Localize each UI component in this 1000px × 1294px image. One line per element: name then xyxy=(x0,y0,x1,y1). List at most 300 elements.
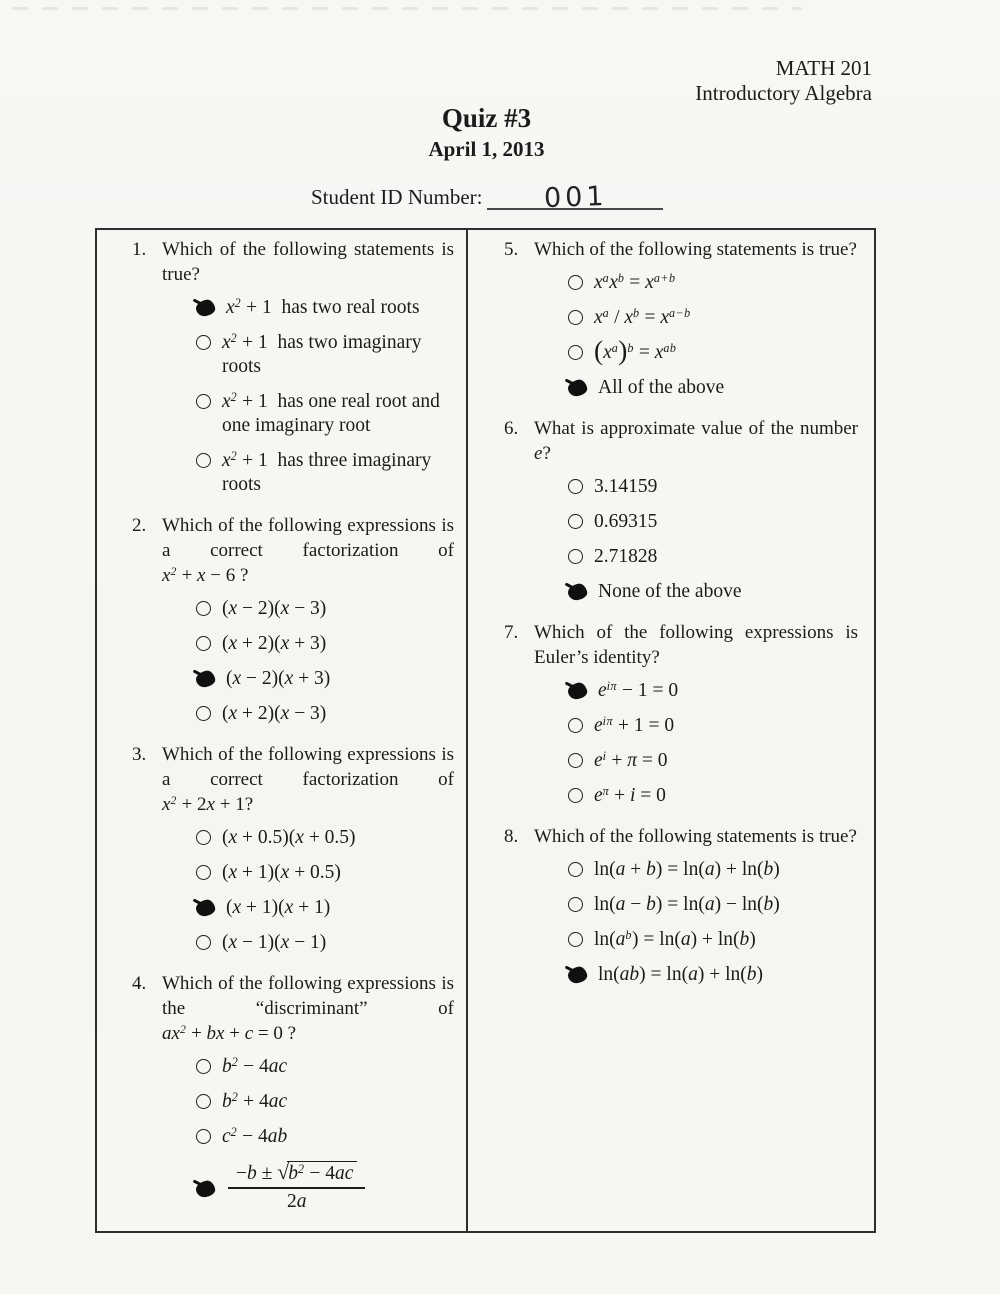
math-text: − 4 xyxy=(237,1126,268,1147)
math-variable: x xyxy=(197,565,206,586)
math-variable: e xyxy=(594,785,603,806)
answer-option-text xyxy=(594,928,858,952)
answer-option-text xyxy=(226,667,454,691)
math-variable: x xyxy=(609,272,618,293)
question-stem xyxy=(534,824,858,849)
math-variable: bx xyxy=(206,1023,225,1044)
answer-option xyxy=(196,1090,454,1114)
answer-option xyxy=(196,931,454,955)
math-variable: a xyxy=(296,1191,307,1212)
answer-option-text xyxy=(226,896,454,920)
math-text: − xyxy=(236,1163,247,1184)
answer-option xyxy=(568,376,858,400)
superscript: 2 xyxy=(231,1055,239,1070)
question-number: 5. xyxy=(504,239,519,260)
math-variable: π xyxy=(627,750,638,771)
math-text: = xyxy=(624,272,646,293)
filled-answer-bubble-icon xyxy=(567,582,588,601)
answer-option-text xyxy=(222,861,454,885)
math-text: + 0.5) xyxy=(289,862,341,883)
math-variable: x xyxy=(162,565,171,586)
answer-option xyxy=(568,271,858,295)
answer-option-text xyxy=(594,271,858,295)
course-header xyxy=(695,56,872,106)
math-text: + 0.5)( xyxy=(237,827,296,848)
student-id-blank-line xyxy=(487,180,663,215)
answer-option xyxy=(196,331,454,379)
question-stem xyxy=(162,513,454,588)
question-number: 8. xyxy=(504,826,519,847)
question-stem xyxy=(162,971,454,1046)
math-text: + 1)( xyxy=(237,862,281,883)
big-parenthesis: ) xyxy=(618,335,628,366)
math-variable: a xyxy=(615,929,626,950)
answer-option-text xyxy=(222,390,454,438)
math-text: − 1)( xyxy=(237,932,281,953)
answer-option xyxy=(196,390,454,438)
empty-answer-bubble-icon xyxy=(568,479,583,494)
course-name: Introductory Algebra xyxy=(695,81,872,105)
math-text: ( xyxy=(226,897,233,918)
superscript: 2 xyxy=(170,565,177,579)
math-text: + 2 xyxy=(176,794,207,815)
math-text: + xyxy=(176,565,198,586)
answer-option-text xyxy=(222,1125,454,1149)
quiz-column-1 xyxy=(97,230,468,1231)
superscript: b xyxy=(625,928,632,943)
math-text: ? xyxy=(542,443,551,464)
math-text: ) xyxy=(756,964,763,985)
math-variable: x xyxy=(594,307,603,328)
math-text: − 4 xyxy=(238,1056,269,1077)
math-text: ( xyxy=(222,932,229,953)
math-text: Which of the following expressions is a correct factorization of xyxy=(162,744,454,790)
superscript: ab xyxy=(663,341,677,356)
empty-answer-bubble-icon xyxy=(568,718,583,733)
math-text: ) xyxy=(773,894,780,915)
math-variable: b xyxy=(739,929,750,950)
math-text: ln( xyxy=(598,964,620,985)
math-variable: x xyxy=(228,932,238,953)
answer-option-text xyxy=(222,449,454,497)
math-text: + 2)( xyxy=(237,633,281,654)
answer-option xyxy=(568,580,858,604)
answer-option xyxy=(568,475,858,499)
superscript: a+b xyxy=(653,271,676,286)
student-id-label: Student ID Number: xyxy=(311,185,483,209)
answer-option xyxy=(568,749,858,773)
empty-answer-bubble-icon xyxy=(196,394,211,409)
question-number: 3. xyxy=(132,744,147,765)
question-equation xyxy=(162,792,454,817)
answer-option-text xyxy=(594,335,858,366)
answer-option-text xyxy=(594,858,858,882)
math-variable: b xyxy=(646,859,656,880)
math-text: − 3) xyxy=(289,703,327,724)
math-variable: x xyxy=(222,391,231,412)
superscript: iπ xyxy=(602,714,614,729)
math-text: ) xyxy=(749,929,756,950)
math-variable: x xyxy=(228,703,238,724)
answer-options xyxy=(568,679,858,808)
math-variable: x xyxy=(280,862,290,883)
answer-option-text xyxy=(594,510,858,534)
math-text: + xyxy=(625,859,647,880)
filled-answer-bubble-icon xyxy=(195,298,216,317)
question-stem xyxy=(534,416,858,466)
student-id-row xyxy=(311,180,663,215)
fraction-numerator xyxy=(228,1160,365,1189)
math-variable: x xyxy=(624,307,634,328)
answer-option-text xyxy=(598,963,858,987)
math-text: ) = ln( xyxy=(631,929,681,950)
math-variable: x xyxy=(284,668,294,689)
answer-option xyxy=(568,928,858,952)
answer-options xyxy=(196,597,454,726)
math-variable: i xyxy=(629,785,636,806)
empty-answer-bubble-icon xyxy=(196,865,211,880)
empty-answer-bubble-icon xyxy=(196,935,211,950)
answer-option-text xyxy=(226,1160,454,1214)
scan-artifact xyxy=(12,7,802,10)
math-variable: x xyxy=(226,297,235,318)
math-text: Which of the following statements is true? xyxy=(534,826,857,847)
superscript: 2 xyxy=(234,296,242,311)
math-text: 2.71828 xyxy=(594,546,658,567)
question-3 xyxy=(132,742,454,955)
question-1 xyxy=(132,237,454,497)
math-variable: ab xyxy=(267,1126,288,1147)
math-text: ) = ln( xyxy=(639,964,689,985)
answer-option xyxy=(568,784,858,808)
question-number: 1. xyxy=(132,239,147,260)
question-stem xyxy=(162,237,454,287)
student-id-handwritten-value: 001 xyxy=(543,180,608,215)
quiz-box xyxy=(95,228,876,1233)
math-text: / xyxy=(609,307,625,328)
radicand xyxy=(287,1161,357,1186)
answer-option xyxy=(568,335,858,366)
math-text: ln( xyxy=(594,894,616,915)
math-variable: x xyxy=(280,932,290,953)
math-variable: e xyxy=(534,443,543,464)
math-text: + xyxy=(606,750,628,771)
math-variable: ac xyxy=(334,1163,354,1184)
answer-option-text xyxy=(598,679,858,703)
question-header xyxy=(132,971,454,1046)
math-variable: x xyxy=(603,342,612,363)
question-number: 6. xyxy=(504,418,519,439)
math-variable: a xyxy=(704,859,715,880)
quiz-title: Quiz #3 xyxy=(441,103,532,133)
question-stem xyxy=(534,237,858,262)
math-text: ± xyxy=(256,1163,278,1184)
filled-answer-bubble-icon xyxy=(567,681,588,700)
superscript: 2 xyxy=(230,331,238,346)
question-5 xyxy=(504,237,858,400)
math-variable: x xyxy=(228,633,238,654)
course-code: MATH 201 xyxy=(775,56,872,80)
answer-option xyxy=(196,1125,454,1149)
question-stem xyxy=(162,742,454,817)
answer-option xyxy=(196,632,454,656)
answer-option-text xyxy=(594,784,858,808)
answer-option xyxy=(196,1160,454,1214)
math-variable: b xyxy=(763,894,774,915)
math-text: ) + ln( xyxy=(697,964,747,985)
answer-option-text xyxy=(594,714,858,738)
math-text: ln( xyxy=(594,859,616,880)
superscript: 2 xyxy=(230,390,238,405)
answer-option-text xyxy=(222,1055,454,1079)
math-text: = 0 xyxy=(637,750,668,771)
empty-answer-bubble-icon xyxy=(568,549,583,564)
math-text: − 4 xyxy=(304,1163,335,1184)
answer-option xyxy=(196,896,454,920)
quiz-date: April 1, 2013 xyxy=(428,137,545,161)
answer-option-text xyxy=(222,331,454,379)
math-text: ( xyxy=(222,862,229,883)
answer-option-text xyxy=(594,749,858,773)
math-text: ) − ln( xyxy=(714,894,764,915)
answer-option xyxy=(196,826,454,850)
question-7 xyxy=(504,620,858,808)
math-text: + 0.5) xyxy=(303,827,356,848)
empty-answer-bubble-icon xyxy=(196,706,211,721)
math-variable: a xyxy=(688,964,698,985)
answer-option xyxy=(568,893,858,917)
math-variable: b xyxy=(646,894,656,915)
math-text: All of the above xyxy=(598,377,725,398)
answer-options xyxy=(568,475,858,604)
question-header xyxy=(132,513,454,588)
question-header xyxy=(504,237,858,262)
math-variable: x xyxy=(222,450,231,471)
answer-option xyxy=(568,714,858,738)
math-text: + 1? xyxy=(214,794,254,815)
empty-answer-bubble-icon xyxy=(196,335,211,350)
math-text: Which of the following expressions is Euler’s identity? xyxy=(534,622,858,668)
math-variable: x xyxy=(280,703,290,724)
answer-option-text xyxy=(594,545,858,569)
superscript: π xyxy=(602,784,610,799)
superscript: a−b xyxy=(668,306,691,321)
math-text: ( xyxy=(222,703,229,724)
answer-option xyxy=(196,296,454,320)
answer-option-text xyxy=(222,826,454,850)
math-text: What is approximate value of the number xyxy=(534,418,858,439)
math-text: + 1)( xyxy=(241,897,285,918)
radical-icon: √ xyxy=(277,1160,290,1184)
math-variable: x xyxy=(228,598,238,619)
answer-option-text xyxy=(222,931,454,955)
answer-option-text xyxy=(594,475,858,499)
answer-option xyxy=(196,449,454,497)
math-text: = xyxy=(639,307,661,328)
question-header xyxy=(132,742,454,817)
math-variable: e xyxy=(594,715,603,736)
math-variable: x xyxy=(654,342,664,363)
math-variable: e xyxy=(598,680,607,701)
math-text: + xyxy=(609,785,630,806)
math-text: + 1) xyxy=(293,897,331,918)
superscript: a xyxy=(611,341,619,356)
math-text: − 1) xyxy=(289,932,327,953)
math-variable: x xyxy=(222,332,231,353)
answer-option-text xyxy=(598,580,858,604)
superscript: 2 xyxy=(231,1090,239,1105)
superscript: a xyxy=(602,271,610,286)
answer-option xyxy=(568,679,858,703)
empty-answer-bubble-icon xyxy=(196,453,211,468)
math-variable: ab xyxy=(619,964,640,985)
answer-option-text xyxy=(594,306,858,330)
math-text: + 2)( xyxy=(237,703,281,724)
math-variable: x xyxy=(284,897,294,918)
answer-options xyxy=(196,826,454,955)
math-variable: x xyxy=(645,272,654,293)
empty-answer-bubble-icon xyxy=(568,310,583,325)
math-text: − 2)( xyxy=(241,668,285,689)
math-text: + 3) xyxy=(289,633,327,654)
superscript: 2 xyxy=(297,1162,305,1177)
answer-option xyxy=(196,667,454,691)
filled-answer-bubble-icon xyxy=(195,1179,216,1198)
empty-answer-bubble-icon xyxy=(568,862,583,877)
empty-answer-bubble-icon xyxy=(196,636,211,651)
math-text: ( xyxy=(222,827,229,848)
question-equation xyxy=(162,563,454,588)
answer-option xyxy=(196,597,454,621)
math-text: + 1 = 0 xyxy=(613,715,675,736)
answer-option-text xyxy=(594,893,858,917)
answer-option xyxy=(568,545,858,569)
filled-answer-bubble-icon xyxy=(195,669,216,688)
answer-options xyxy=(568,271,858,400)
answer-option-text xyxy=(222,702,454,726)
superscript: iπ xyxy=(606,679,618,694)
math-text: + xyxy=(186,1023,207,1044)
empty-answer-bubble-icon xyxy=(568,788,583,803)
math-variable: x xyxy=(295,827,304,848)
math-text: Which of the following expressions is the “discriminant” of xyxy=(162,973,454,1019)
math-variable: x xyxy=(232,668,242,689)
question-header xyxy=(504,824,858,849)
math-text: 0.69315 xyxy=(594,511,658,532)
math-text: ) = ln( xyxy=(655,859,705,880)
square-root xyxy=(277,1160,357,1186)
math-text: ( xyxy=(222,633,229,654)
math-variable: x xyxy=(232,897,242,918)
math-text: ( xyxy=(226,668,233,689)
superscript: 2 xyxy=(230,1125,238,1140)
answer-options xyxy=(196,296,454,497)
answer-option xyxy=(196,702,454,726)
filled-answer-bubble-icon xyxy=(567,378,588,397)
math-text: ) + ln( xyxy=(690,929,740,950)
math-variable: x xyxy=(280,633,290,654)
question-header xyxy=(504,416,858,466)
answer-option xyxy=(196,1055,454,1079)
filled-answer-bubble-icon xyxy=(195,898,216,917)
math-variable: e xyxy=(594,750,603,771)
math-text: + 1 has one real root and one imaginary root xyxy=(222,391,440,436)
math-variable: x xyxy=(162,794,171,815)
fraction xyxy=(228,1160,365,1214)
math-variable: b xyxy=(222,1056,232,1077)
math-variable: ax xyxy=(162,1023,180,1044)
math-text: + 3) xyxy=(293,668,331,689)
big-parenthesis: ( xyxy=(594,335,604,366)
superscript: b xyxy=(633,306,640,321)
question-8 xyxy=(504,824,858,987)
math-text: + 4 xyxy=(238,1091,269,1112)
superscript: 2 xyxy=(170,794,177,808)
math-text: ) xyxy=(773,859,780,880)
quiz-column-2 xyxy=(468,230,874,1231)
math-text: + 1 has two real roots xyxy=(241,297,420,318)
answer-option-text xyxy=(222,1090,454,1114)
question-equation xyxy=(162,1021,454,1046)
question-header xyxy=(132,237,454,287)
answer-option xyxy=(568,510,858,534)
math-text: = xyxy=(633,342,655,363)
math-variable: x xyxy=(594,272,603,293)
question-number: 7. xyxy=(504,622,519,643)
fraction-denominator xyxy=(228,1189,365,1214)
empty-answer-bubble-icon xyxy=(196,601,211,616)
math-text: − xyxy=(625,894,647,915)
math-text: ) = ln( xyxy=(655,894,705,915)
superscript: 2 xyxy=(179,1023,187,1037)
answer-options xyxy=(568,858,858,987)
math-variable: a xyxy=(615,859,626,880)
math-text: = 0 xyxy=(635,785,666,806)
math-variable: a xyxy=(704,894,715,915)
empty-answer-bubble-icon xyxy=(196,1129,211,1144)
answer-option-text xyxy=(226,296,454,320)
question-number: 4. xyxy=(132,973,147,994)
filled-answer-bubble-icon xyxy=(567,965,588,984)
answer-option-text xyxy=(222,632,454,656)
math-text: Which of the following statements is true? xyxy=(162,239,454,285)
question-2 xyxy=(132,513,454,726)
empty-answer-bubble-icon xyxy=(196,1094,211,1109)
empty-answer-bubble-icon xyxy=(568,897,583,912)
empty-answer-bubble-icon xyxy=(568,932,583,947)
math-text: − 3) xyxy=(289,598,327,619)
math-variable: b xyxy=(746,964,757,985)
answer-option-text xyxy=(222,597,454,621)
math-variable: a xyxy=(615,894,626,915)
math-variable: b xyxy=(222,1091,232,1112)
math-variable: c xyxy=(222,1126,231,1147)
math-text: 2 xyxy=(286,1191,297,1212)
answer-options xyxy=(196,1055,454,1214)
superscript: b xyxy=(627,341,634,356)
math-text: − 1 = 0 xyxy=(617,680,679,701)
math-variable: x xyxy=(206,794,215,815)
math-variable: b xyxy=(247,1163,257,1184)
superscript: a xyxy=(602,306,610,321)
math-variable: ac xyxy=(268,1091,288,1112)
empty-answer-bubble-icon xyxy=(568,753,583,768)
question-header xyxy=(504,620,858,670)
math-variable: x xyxy=(660,307,669,328)
math-variable: ac xyxy=(268,1056,288,1077)
math-text: + 1 has two imaginary roots xyxy=(222,332,422,377)
math-text: Which of the following expressions is a correct factorization of xyxy=(162,515,454,561)
